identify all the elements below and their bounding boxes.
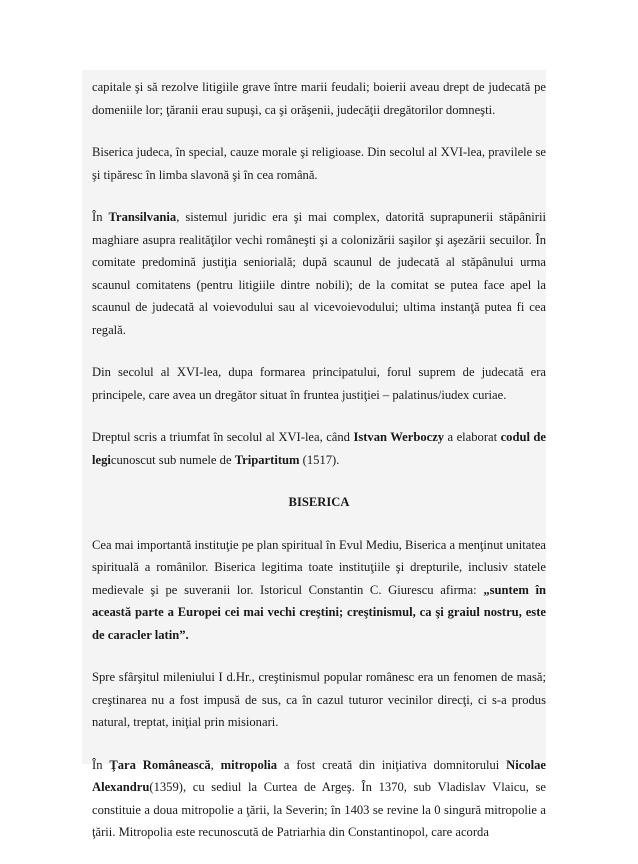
paragraph-principality: Din secolul al XVI-lea, dupa formarea principatului, forul suprem de judecată era principele, care avea un dregător situat în fruntea justiţiei – palatinus/iudex curiae. [92, 365, 546, 402]
term-tripartitum: Tripartitum [234, 452, 300, 467]
paragraph-church-courts: Biserica judeca, în special, cauze morale şi religioase. Din secolul al XVI-lea, pravilele se şi tipăresc în limba slavonă şi în cea română. [92, 145, 546, 182]
term-tara-romaneasca: Ţara Românească [109, 757, 211, 772]
term-nicolae-alexandru: Nicolae Alexandru [92, 757, 547, 794]
term-codul-de-legi: codul de legi [92, 430, 547, 467]
paragraph-written-law: Dreptul scris a triumfat în secolul al XVI-lea, când Istvan Werboczy a elaborat codul de legicunoscut sub numele de Tripartitum (1517). [92, 430, 547, 467]
paragraph-church-role: Cea mai importantă instituţie pe plan spiritual în Evul Mediu, Biserica a menţinut unitatea spirituală a românilor. Biserica legitima toate instituţiile şi drepturile, inclusiv statele medievale şi pe suveranii lor. Istoricul Constantin C. Giurescu afirma: „suntem în această parte a Europei cei mai vechi creştini; creştinismul, ca şi graiul nostru, este de caracler latin”. [92, 537, 546, 642]
term-mitropolia: mitropolia [220, 757, 278, 772]
term-werboczy: Istvan Werboczy [353, 430, 445, 444]
paragraph-christianity: Spre sfârşitul mileniului I d.Hr., creştinismul popular românesc era un fenomen de masă; creştinarea nu a fost impusă de sus, ca în cazul tuturor vecinilor direcţi, ci s-a produs natural, treptat, iniţial prin misionari. [92, 670, 546, 729]
paragraph-mitropolia: În Ţara Românească, mitropolia a fost creată din iniţiativa domnitorului Nicolae Alexandru(1359), cu sediul la Curtea de Argeş. În 1370, sub Vladislav Vlaicu, se constituie a doua mitropolie a ţării, la Severin; în 1403 se revine la 0 singură mitropolie a ţării. Mitropolia este recunoscută de Patriarhia din Constantinopol, care acorda [92, 757, 547, 839]
paragraph-justice-wallachia: capitale şi să rezolve litigiile grave între marii feudali; boierii aveau drept de judecată pe domeniile lor; ţăranii erau supuşi, ca şi orăşenii, judecăţii dregătorilor domneşti. [92, 80, 546, 117]
document-body [92, 76, 546, 864]
quote-giurescu: „suntem în această parte a Europei cei mai vechi creştini; creştinismul, ca şi graiul nostru, este de caracler latin”. [92, 582, 546, 642]
section-heading: BISERICA [288, 495, 350, 509]
paragraph-transilvania: În Transilvania, sistemul juridic era şi mai complex, datorită suprapunerii stăpânirii maghiare asupra realităţilor vechi româneşti şi a colonizării saşilor şi aşezării secuilor. În comitate predomină justiţia seniorială; după scaunul de judecată al stăpânului urma scaunul comitatens (pentru litigiile dintre nobili); de la comitat se putea face apel la scaunul de judecată al voievodului sau al vicevoievodului; ultima instanţă putea fi cea regală. [92, 210, 546, 337]
term-transilvania: Transilvania [108, 210, 177, 224]
